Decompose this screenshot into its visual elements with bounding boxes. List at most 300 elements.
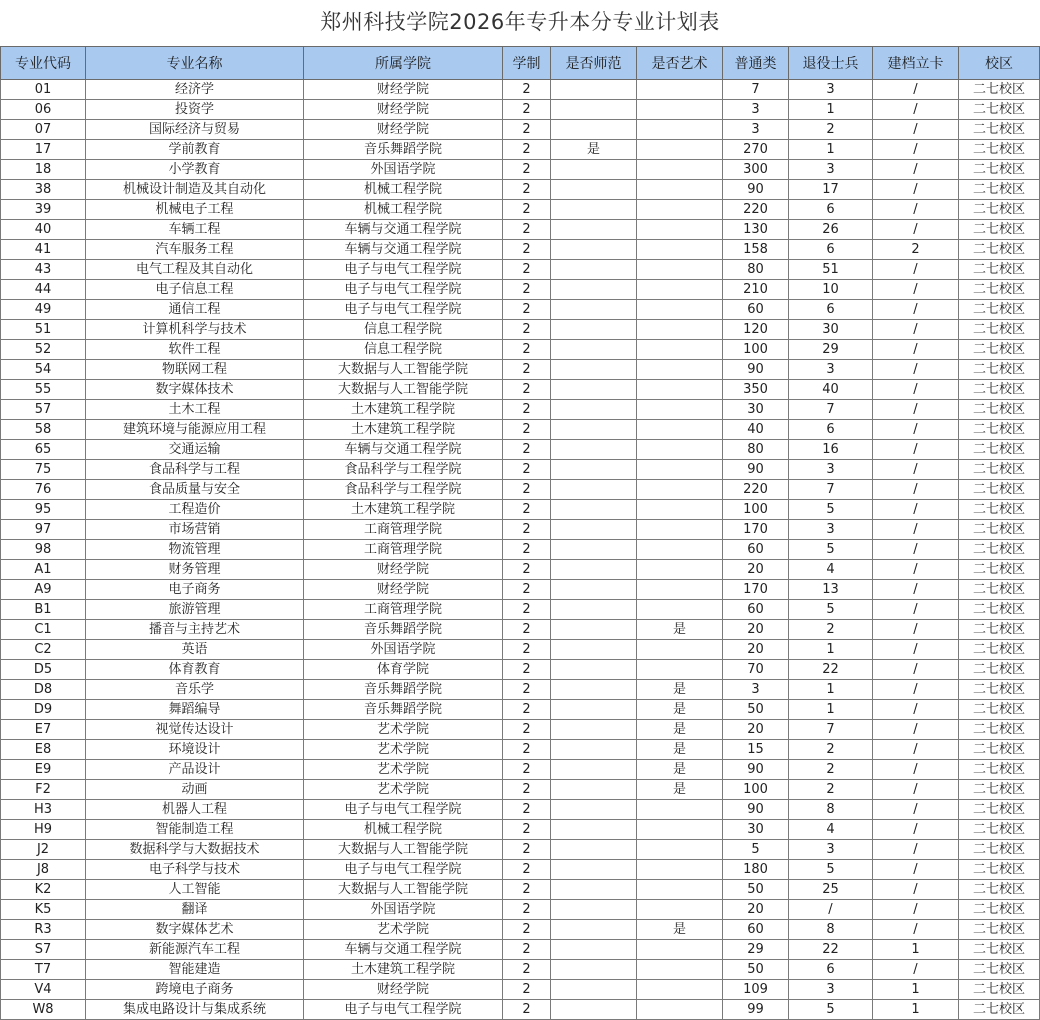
cell-art [637, 140, 723, 160]
cell-poverty-card: / [873, 340, 959, 360]
enrollment-plan-table [0, 46, 1040, 1020]
cell-art [637, 420, 723, 440]
cell-art [637, 340, 723, 360]
table-row [1, 180, 1040, 200]
cell-art [637, 800, 723, 820]
cell-duration: 2 [503, 260, 551, 280]
cell-art: 是 [637, 720, 723, 740]
table-row [1, 440, 1040, 460]
cell-veteran: 6 [789, 200, 873, 220]
cell-normal [551, 860, 637, 880]
cell-art [637, 560, 723, 580]
cell-duration: 2 [503, 100, 551, 120]
cell-art [637, 280, 723, 300]
cell-veteran: 3 [789, 980, 873, 1000]
cell-poverty-card: / [873, 300, 959, 320]
table-row [1, 480, 1040, 500]
cell-duration: 2 [503, 660, 551, 680]
cell-campus: 二七校区 [959, 440, 1040, 460]
cell-code: E8 [1, 740, 86, 760]
cell-duration: 2 [503, 520, 551, 540]
cell-major: 智能制造工程 [86, 820, 304, 840]
cell-campus: 二七校区 [959, 960, 1040, 980]
cell-code: 38 [1, 180, 86, 200]
cell-major: 食品质量与安全 [86, 480, 304, 500]
cell-general: 20 [723, 720, 789, 740]
cell-normal [551, 900, 637, 920]
cell-poverty-card: / [873, 920, 959, 940]
cell-duration: 2 [503, 280, 551, 300]
cell-normal [551, 600, 637, 620]
cell-general: 50 [723, 880, 789, 900]
cell-major: 经济学 [86, 80, 304, 100]
table-row [1, 880, 1040, 900]
cell-campus: 二七校区 [959, 100, 1040, 120]
cell-major: 学前教育 [86, 140, 304, 160]
cell-major: 跨境电子商务 [86, 980, 304, 1000]
cell-art [637, 360, 723, 380]
cell-major: 旅游管理 [86, 600, 304, 620]
cell-college: 机械工程学院 [304, 820, 503, 840]
cell-general: 3 [723, 100, 789, 120]
cell-campus: 二七校区 [959, 380, 1040, 400]
cell-art: 是 [637, 700, 723, 720]
cell-code: J2 [1, 840, 86, 860]
table-row [1, 920, 1040, 940]
cell-poverty-card: / [873, 740, 959, 760]
cell-college: 财经学院 [304, 980, 503, 1000]
cell-college: 工商管理学院 [304, 540, 503, 560]
cell-poverty-card: / [873, 380, 959, 400]
cell-college: 车辆与交通工程学院 [304, 220, 503, 240]
cell-art [637, 860, 723, 880]
cell-major: 人工智能 [86, 880, 304, 900]
table-row [1, 840, 1040, 860]
cell-normal [551, 260, 637, 280]
cell-college: 电子与电气工程学院 [304, 300, 503, 320]
cell-poverty-card: / [873, 280, 959, 300]
cell-major: 计算机科学与技术 [86, 320, 304, 340]
cell-college: 信息工程学院 [304, 320, 503, 340]
cell-general: 80 [723, 260, 789, 280]
cell-normal [551, 80, 637, 100]
cell-code: 43 [1, 260, 86, 280]
table-row [1, 360, 1040, 380]
cell-normal [551, 320, 637, 340]
cell-art: 是 [637, 780, 723, 800]
cell-art [637, 520, 723, 540]
cell-duration: 2 [503, 160, 551, 180]
table-row [1, 120, 1040, 140]
cell-campus: 二七校区 [959, 920, 1040, 940]
cell-college: 财经学院 [304, 100, 503, 120]
cell-code: K5 [1, 900, 86, 920]
cell-major: 市场营销 [86, 520, 304, 540]
cell-general: 20 [723, 900, 789, 920]
cell-campus: 二七校区 [959, 760, 1040, 780]
cell-major: 电子科学与技术 [86, 860, 304, 880]
cell-duration: 2 [503, 460, 551, 480]
table-row [1, 700, 1040, 720]
cell-general: 70 [723, 660, 789, 680]
cell-major: 音乐学 [86, 680, 304, 700]
cell-major: 智能建造 [86, 960, 304, 980]
cell-veteran: 22 [789, 660, 873, 680]
cell-duration: 2 [503, 940, 551, 960]
table-row [1, 160, 1040, 180]
cell-poverty-card: / [873, 720, 959, 740]
cell-campus: 二七校区 [959, 1000, 1040, 1020]
cell-code: R3 [1, 920, 86, 940]
cell-art [637, 840, 723, 860]
table-row [1, 80, 1040, 100]
cell-major: 机械设计制造及其自动化 [86, 180, 304, 200]
cell-poverty-card: / [873, 620, 959, 640]
cell-veteran: 7 [789, 400, 873, 420]
cell-college: 电子与电气工程学院 [304, 800, 503, 820]
cell-college: 车辆与交通工程学院 [304, 940, 503, 960]
cell-poverty-card: / [873, 580, 959, 600]
cell-major: 建筑环境与能源应用工程 [86, 420, 304, 440]
cell-duration: 2 [503, 240, 551, 260]
cell-general: 90 [723, 360, 789, 380]
cell-major: 机械电子工程 [86, 200, 304, 220]
cell-college: 艺术学院 [304, 780, 503, 800]
cell-veteran: 29 [789, 340, 873, 360]
table-row [1, 520, 1040, 540]
cell-duration: 2 [503, 880, 551, 900]
cell-poverty-card: / [873, 520, 959, 540]
cell-general: 170 [723, 580, 789, 600]
cell-duration: 2 [503, 720, 551, 740]
cell-art [637, 500, 723, 520]
cell-major: 机器人工程 [86, 800, 304, 820]
cell-normal [551, 340, 637, 360]
cell-major: 财务管理 [86, 560, 304, 580]
cell-college: 工商管理学院 [304, 600, 503, 620]
cell-general: 100 [723, 500, 789, 520]
cell-college: 大数据与人工智能学院 [304, 840, 503, 860]
cell-duration: 2 [503, 380, 551, 400]
cell-art [637, 540, 723, 560]
table-row [1, 580, 1040, 600]
cell-campus: 二七校区 [959, 600, 1040, 620]
cell-veteran: 7 [789, 720, 873, 740]
cell-code: 58 [1, 420, 86, 440]
cell-college: 大数据与人工智能学院 [304, 360, 503, 380]
cell-major: 翻译 [86, 900, 304, 920]
cell-normal [551, 540, 637, 560]
cell-college: 外国语学院 [304, 640, 503, 660]
cell-campus: 二七校区 [959, 800, 1040, 820]
table-row [1, 320, 1040, 340]
cell-code: 51 [1, 320, 86, 340]
cell-poverty-card: / [873, 480, 959, 500]
table-row [1, 780, 1040, 800]
cell-duration: 2 [503, 580, 551, 600]
cell-veteran: 3 [789, 360, 873, 380]
cell-major: 交通运输 [86, 440, 304, 460]
cell-veteran: 7 [789, 480, 873, 500]
cell-poverty-card: / [873, 260, 959, 280]
cell-duration: 2 [503, 980, 551, 1000]
cell-poverty-card: / [873, 400, 959, 420]
table-row [1, 600, 1040, 620]
cell-campus: 二七校区 [959, 540, 1040, 560]
cell-campus: 二七校区 [959, 220, 1040, 240]
cell-duration: 2 [503, 1000, 551, 1020]
cell-normal [551, 840, 637, 860]
cell-duration: 2 [503, 200, 551, 220]
cell-normal [551, 480, 637, 500]
cell-major: 数据科学与大数据技术 [86, 840, 304, 860]
cell-veteran: 6 [789, 300, 873, 320]
cell-normal [551, 240, 637, 260]
cell-normal [551, 700, 637, 720]
cell-poverty-card: / [873, 840, 959, 860]
cell-general: 90 [723, 760, 789, 780]
cell-major: 食品科学与工程 [86, 460, 304, 480]
cell-code: 52 [1, 340, 86, 360]
table-row [1, 260, 1040, 280]
cell-duration: 2 [503, 920, 551, 940]
cell-poverty-card: / [873, 460, 959, 480]
cell-duration: 2 [503, 500, 551, 520]
cell-art [637, 120, 723, 140]
cell-code: H9 [1, 820, 86, 840]
cell-code: D5 [1, 660, 86, 680]
cell-code: 07 [1, 120, 86, 140]
cell-duration: 2 [503, 780, 551, 800]
cell-college: 艺术学院 [304, 720, 503, 740]
cell-major: 投资学 [86, 100, 304, 120]
cell-art [637, 300, 723, 320]
cell-poverty-card: / [873, 120, 959, 140]
cell-veteran: / [789, 900, 873, 920]
cell-major: 视觉传达设计 [86, 720, 304, 740]
cell-general: 99 [723, 1000, 789, 1020]
cell-major: 舞蹈编导 [86, 700, 304, 720]
cell-art [637, 600, 723, 620]
cell-code: 44 [1, 280, 86, 300]
cell-code: W8 [1, 1000, 86, 1020]
cell-code: D8 [1, 680, 86, 700]
cell-poverty-card: / [873, 440, 959, 460]
cell-veteran: 6 [789, 240, 873, 260]
cell-duration: 2 [503, 180, 551, 200]
cell-code: A1 [1, 560, 86, 580]
cell-veteran: 5 [789, 500, 873, 520]
cell-college: 土木建筑工程学院 [304, 960, 503, 980]
cell-college: 土木建筑工程学院 [304, 500, 503, 520]
cell-duration: 2 [503, 420, 551, 440]
cell-major: 小学教育 [86, 160, 304, 180]
cell-code: 57 [1, 400, 86, 420]
cell-veteran: 17 [789, 180, 873, 200]
cell-art: 是 [637, 620, 723, 640]
cell-campus: 二七校区 [959, 360, 1040, 380]
cell-general: 80 [723, 440, 789, 460]
cell-normal [551, 220, 637, 240]
cell-normal [551, 280, 637, 300]
cell-college: 艺术学院 [304, 740, 503, 760]
cell-veteran: 2 [789, 760, 873, 780]
cell-college: 电子与电气工程学院 [304, 260, 503, 280]
cell-veteran: 4 [789, 560, 873, 580]
cell-normal [551, 580, 637, 600]
cell-college: 机械工程学院 [304, 180, 503, 200]
cell-campus: 二七校区 [959, 500, 1040, 520]
cell-general: 220 [723, 480, 789, 500]
cell-college: 财经学院 [304, 120, 503, 140]
cell-college: 音乐舞蹈学院 [304, 700, 503, 720]
cell-art [637, 240, 723, 260]
cell-veteran: 10 [789, 280, 873, 300]
cell-poverty-card: / [873, 220, 959, 240]
cell-general: 350 [723, 380, 789, 400]
cell-veteran: 4 [789, 820, 873, 840]
cell-campus: 二七校区 [959, 560, 1040, 580]
cell-art [637, 640, 723, 660]
cell-major: 国际经济与贸易 [86, 120, 304, 140]
cell-normal [551, 520, 637, 540]
cell-general: 5 [723, 840, 789, 860]
cell-art [637, 820, 723, 840]
cell-veteran: 26 [789, 220, 873, 240]
cell-duration: 2 [503, 480, 551, 500]
cell-duration: 2 [503, 80, 551, 100]
table-row [1, 500, 1040, 520]
cell-general: 3 [723, 680, 789, 700]
cell-college: 电子与电气工程学院 [304, 860, 503, 880]
cell-college: 电子与电气工程学院 [304, 280, 503, 300]
cell-poverty-card: / [873, 200, 959, 220]
cell-general: 210 [723, 280, 789, 300]
cell-normal [551, 180, 637, 200]
table-row [1, 620, 1040, 640]
cell-campus: 二七校区 [959, 700, 1040, 720]
cell-major: 英语 [86, 640, 304, 660]
cell-poverty-card: / [873, 700, 959, 720]
cell-campus: 二七校区 [959, 420, 1040, 440]
cell-campus: 二七校区 [959, 840, 1040, 860]
cell-duration: 2 [503, 120, 551, 140]
cell-college: 机械工程学院 [304, 200, 503, 220]
cell-poverty-card: / [873, 660, 959, 680]
cell-normal [551, 640, 637, 660]
cell-normal [551, 120, 637, 140]
table-row [1, 400, 1040, 420]
header-general: 普通类 [723, 47, 789, 80]
cell-veteran: 30 [789, 320, 873, 340]
cell-normal [551, 360, 637, 380]
cell-general: 170 [723, 520, 789, 540]
table-row [1, 140, 1040, 160]
cell-normal [551, 620, 637, 640]
cell-duration: 2 [503, 840, 551, 860]
cell-college: 车辆与交通工程学院 [304, 440, 503, 460]
cell-college: 音乐舞蹈学院 [304, 620, 503, 640]
cell-veteran: 5 [789, 1000, 873, 1020]
cell-major: 工程造价 [86, 500, 304, 520]
cell-art [637, 660, 723, 680]
cell-campus: 二七校区 [959, 660, 1040, 680]
cell-code: T7 [1, 960, 86, 980]
cell-campus: 二七校区 [959, 880, 1040, 900]
cell-art [637, 880, 723, 900]
cell-code: C2 [1, 640, 86, 660]
cell-code: 65 [1, 440, 86, 460]
table-row [1, 200, 1040, 220]
cell-major: 汽车服务工程 [86, 240, 304, 260]
cell-art: 是 [637, 920, 723, 940]
cell-general: 50 [723, 960, 789, 980]
cell-college: 艺术学院 [304, 760, 503, 780]
cell-art [637, 260, 723, 280]
cell-normal [551, 880, 637, 900]
cell-major: 播音与主持艺术 [86, 620, 304, 640]
cell-code: D9 [1, 700, 86, 720]
cell-college: 财经学院 [304, 80, 503, 100]
cell-duration: 2 [503, 700, 551, 720]
table-row [1, 900, 1040, 920]
cell-code: F2 [1, 780, 86, 800]
cell-code: 41 [1, 240, 86, 260]
header-campus: 校区 [959, 47, 1040, 80]
cell-campus: 二七校区 [959, 320, 1040, 340]
table-row [1, 980, 1040, 1000]
cell-code: H3 [1, 800, 86, 820]
cell-campus: 二七校区 [959, 900, 1040, 920]
cell-duration: 2 [503, 300, 551, 320]
cell-general: 60 [723, 300, 789, 320]
cell-major: 软件工程 [86, 340, 304, 360]
cell-college: 财经学院 [304, 580, 503, 600]
header-normal: 是否师范 [551, 47, 637, 80]
table-row [1, 640, 1040, 660]
cell-poverty-card: / [873, 860, 959, 880]
cell-major: 土木工程 [86, 400, 304, 420]
cell-campus: 二七校区 [959, 300, 1040, 320]
cell-veteran: 8 [789, 800, 873, 820]
cell-normal: 是 [551, 140, 637, 160]
cell-art [637, 180, 723, 200]
cell-general: 220 [723, 200, 789, 220]
cell-poverty-card: 2 [873, 240, 959, 260]
cell-general: 40 [723, 420, 789, 440]
cell-poverty-card: / [873, 800, 959, 820]
cell-duration: 2 [503, 600, 551, 620]
cell-college: 艺术学院 [304, 920, 503, 940]
cell-normal [551, 800, 637, 820]
cell-code: 01 [1, 80, 86, 100]
cell-general: 300 [723, 160, 789, 180]
cell-veteran: 3 [789, 840, 873, 860]
cell-campus: 二七校区 [959, 940, 1040, 960]
table-row [1, 560, 1040, 580]
cell-art [637, 900, 723, 920]
cell-college: 土木建筑工程学院 [304, 400, 503, 420]
cell-veteran: 2 [789, 780, 873, 800]
cell-campus: 二七校区 [959, 620, 1040, 640]
cell-veteran: 3 [789, 160, 873, 180]
table-row [1, 1000, 1040, 1020]
table-row [1, 380, 1040, 400]
cell-veteran: 1 [789, 700, 873, 720]
cell-major: 产品设计 [86, 760, 304, 780]
cell-normal [551, 720, 637, 740]
cell-art [637, 400, 723, 420]
